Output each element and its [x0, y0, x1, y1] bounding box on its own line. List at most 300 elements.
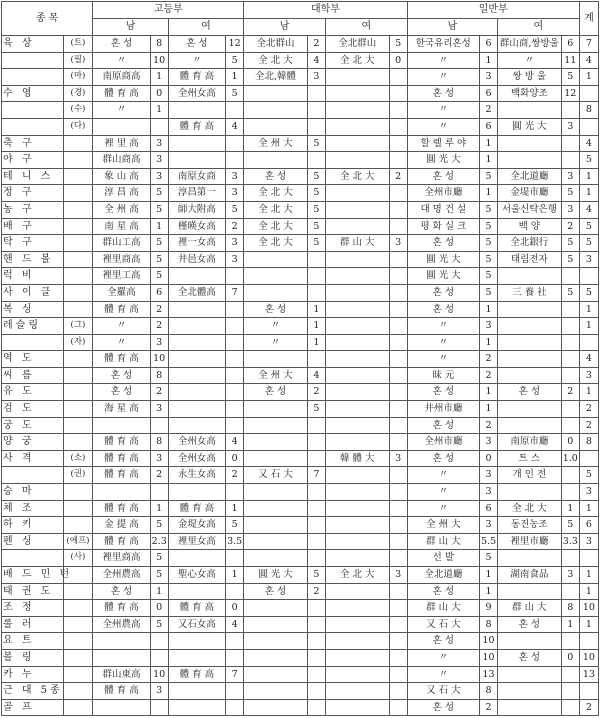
- sport-cell: 승 마: [2, 484, 64, 501]
- univ-female-count: 3: [389, 235, 407, 252]
- hs-female-team: [168, 583, 225, 600]
- table-row: [2, 450, 599, 467]
- sub-cell: (소): [63, 450, 93, 467]
- sport-cell: 역 도: [2, 351, 64, 368]
- table-body: [2, 36, 599, 716]
- hs-female-team: [168, 384, 225, 401]
- univ-female-count: [389, 649, 407, 666]
- hs-male-team: 體 育 高: [93, 301, 150, 318]
- gen-female-count: [561, 633, 579, 650]
- univ-female-team: [325, 118, 389, 135]
- hs-female-team: 永生女高: [168, 467, 225, 484]
- hs-female-count: 1: [226, 500, 244, 517]
- hs-female-count: [226, 417, 244, 434]
- gen-male-count: 5: [479, 251, 497, 268]
- hs-male-count: 10: [150, 52, 168, 69]
- hs-female-count: 5: [226, 85, 244, 102]
- hs-male-count: 5: [150, 268, 168, 285]
- gen-male-team: 혼 성: [407, 284, 479, 301]
- hs-male-team: [93, 699, 150, 716]
- table-row: [2, 583, 599, 600]
- hs-female-count: 2: [226, 467, 244, 484]
- univ-female-count: [389, 401, 407, 418]
- hs-male-team: 〃: [93, 334, 150, 351]
- sport-cell: 유 도: [2, 384, 64, 401]
- gen-male-team: 혼 성: [407, 417, 479, 434]
- univ-male-team: 全北,韓體: [244, 69, 308, 86]
- hs-male-team: [93, 633, 150, 650]
- univ-female-count: [389, 85, 407, 102]
- gen-female-team: 全北銀行: [497, 235, 561, 252]
- gen-male-team: 혼 성: [407, 168, 479, 185]
- gen-female-team: [497, 683, 561, 700]
- hs-male-count: 3: [150, 168, 168, 185]
- hs-female-team: 淳昌第一: [168, 185, 225, 202]
- hs-female-team: 體 育 高: [168, 69, 225, 86]
- univ-female-count: 0: [389, 52, 407, 69]
- sport-cell: [2, 550, 64, 567]
- hs-male-team: 全羅高: [93, 284, 150, 301]
- univ-male-team: [244, 434, 308, 451]
- gen-female-team: 全 北 大: [497, 500, 561, 517]
- univ-male-count: [307, 284, 325, 301]
- hs-female-count: [226, 401, 244, 418]
- sub-cell: [63, 517, 93, 534]
- table-row: [2, 384, 599, 401]
- gen-male-team: 〃: [407, 666, 479, 683]
- univ-female-team: [325, 85, 389, 102]
- total-count: 1: [579, 616, 598, 633]
- total-count: 4: [579, 351, 598, 368]
- hs-female-team: 體 育 高: [168, 600, 225, 617]
- gen-female-count: [561, 135, 579, 152]
- gen-male-team: 全州市廳: [407, 185, 479, 202]
- hs-female-team: [168, 102, 225, 119]
- univ-male-team: [244, 450, 308, 467]
- univ-male-team: [244, 600, 308, 617]
- hs-female-team: 裡里女高: [168, 533, 225, 550]
- gen-female-count: 0: [561, 434, 579, 451]
- table-row: [2, 251, 599, 268]
- total-count: 3: [579, 251, 598, 268]
- header-female: 여: [497, 19, 579, 36]
- gen-female-team: 南原市廳: [497, 434, 561, 451]
- gen-female-count: 5: [561, 69, 579, 86]
- univ-male-count: 2: [307, 384, 325, 401]
- gen-male-count: 3: [479, 69, 497, 86]
- univ-male-count: [307, 600, 325, 617]
- sub-cell: (다): [63, 118, 93, 135]
- sport-cell: 펜 싱: [2, 533, 64, 550]
- hs-male-team: [93, 118, 150, 135]
- univ-male-team: [244, 666, 308, 683]
- univ-male-count: 4: [307, 367, 325, 384]
- gen-female-team: [497, 367, 561, 384]
- sub-cell: (수): [63, 102, 93, 119]
- table-row: [2, 699, 599, 716]
- gen-male-team: 〃: [407, 500, 479, 517]
- sport-cell: [2, 467, 64, 484]
- hs-male-team: 혼 성: [93, 36, 150, 53]
- univ-female-team: [325, 218, 389, 235]
- table-row: [2, 550, 599, 567]
- univ-male-team: 全 北 大: [244, 218, 308, 235]
- hs-male-team: 體 育 高: [93, 450, 150, 467]
- univ-male-team: [244, 401, 308, 418]
- univ-male-team: 혼 성: [244, 301, 308, 318]
- gen-male-count: 1: [479, 185, 497, 202]
- total-count: 3: [579, 533, 598, 550]
- hs-male-count: 5: [150, 201, 168, 218]
- sport-cell: 배 구: [2, 218, 64, 235]
- univ-male-count: [307, 85, 325, 102]
- gen-female-count: 2: [561, 384, 579, 401]
- hs-male-count: 5: [150, 567, 168, 584]
- sub-cell: [63, 683, 93, 700]
- gen-female-count: [561, 417, 579, 434]
- hs-female-count: 7: [226, 284, 244, 301]
- hs-male-team: 〃: [93, 52, 150, 69]
- univ-male-team: 〃: [244, 318, 308, 335]
- gen-female-team: 圓 光 大: [497, 118, 561, 135]
- hs-male-team: 群山商高: [93, 152, 150, 169]
- total-count: [579, 683, 598, 700]
- gen-female-count: 12: [561, 85, 579, 102]
- gen-female-team: 서울신탁은행: [497, 201, 561, 218]
- univ-male-team: [244, 550, 308, 567]
- table-row: [2, 36, 599, 53]
- univ-male-team: 〃: [244, 334, 308, 351]
- hs-female-team: [168, 401, 225, 418]
- gen-male-count: 1: [479, 152, 497, 169]
- univ-male-team: 全北群山: [244, 36, 308, 53]
- univ-female-team: [325, 284, 389, 301]
- hs-male-count: [150, 633, 168, 650]
- hs-female-count: [226, 351, 244, 368]
- univ-female-count: [389, 118, 407, 135]
- gen-male-count: 3: [479, 517, 497, 534]
- hs-male-team: 南 星 高: [93, 218, 150, 235]
- gen-male-count: 2: [479, 417, 497, 434]
- univ-female-team: [325, 334, 389, 351]
- univ-female-team: [325, 484, 389, 501]
- hs-female-count: 1: [226, 567, 244, 584]
- sub-cell: (필): [63, 52, 93, 69]
- gen-female-team: 혼 성: [497, 384, 561, 401]
- gen-male-team: 대 명 건 설: [407, 201, 479, 218]
- univ-male-team: [244, 649, 308, 666]
- gen-female-count: [561, 550, 579, 567]
- hs-female-team: [168, 152, 225, 169]
- sub-cell: [63, 218, 93, 235]
- hs-female-team: 井邑女高: [168, 251, 225, 268]
- univ-male-count: 5: [307, 235, 325, 252]
- gen-female-team: [497, 583, 561, 600]
- hs-female-count: 3: [226, 185, 244, 202]
- hs-female-team: 裡一女高: [168, 235, 225, 252]
- table-row: [2, 235, 599, 252]
- gen-female-team: 群山商,쌍방울: [497, 36, 561, 53]
- hs-male-count: 3: [150, 683, 168, 700]
- hs-male-count: 3: [150, 334, 168, 351]
- sub-cell: [63, 152, 93, 169]
- sub-cell: [63, 235, 93, 252]
- univ-female-team: 韓 體 大: [325, 450, 389, 467]
- univ-male-count: [307, 699, 325, 716]
- univ-male-count: 1: [307, 318, 325, 335]
- hs-male-count: 1: [150, 500, 168, 517]
- univ-male-team: [244, 102, 308, 119]
- gen-male-team: 혼 성: [407, 85, 479, 102]
- total-count: 7: [579, 36, 598, 53]
- hs-male-count: 3: [150, 152, 168, 169]
- total-count: 2: [579, 401, 598, 418]
- total-count: 5: [579, 235, 598, 252]
- sport-cell: 탁 구: [2, 235, 64, 252]
- univ-male-count: 5: [307, 168, 325, 185]
- gen-male-team: 혼 성: [407, 699, 479, 716]
- hs-female-team: 全州女高: [168, 85, 225, 102]
- univ-female-team: [325, 268, 389, 285]
- gen-female-count: 5: [561, 185, 579, 202]
- hs-female-count: 0: [226, 450, 244, 467]
- gen-female-team: 金堤市廳: [497, 185, 561, 202]
- univ-male-count: [307, 484, 325, 501]
- gen-female-team: [497, 268, 561, 285]
- hs-female-count: [226, 152, 244, 169]
- gen-female-count: [561, 152, 579, 169]
- univ-female-count: [389, 517, 407, 534]
- hs-male-count: 8: [150, 36, 168, 53]
- hs-female-count: [226, 649, 244, 666]
- gen-female-team: [497, 351, 561, 368]
- univ-female-team: [325, 152, 389, 169]
- univ-male-team: [244, 251, 308, 268]
- gen-male-count: 13: [479, 666, 497, 683]
- univ-female-team: [325, 301, 389, 318]
- gen-female-count: 6: [561, 36, 579, 53]
- univ-female-count: [389, 69, 407, 86]
- sport-cell: 복 싱: [2, 301, 64, 318]
- univ-male-count: 5: [307, 567, 325, 584]
- table-row: [2, 301, 599, 318]
- univ-male-team: 又 石 大: [244, 467, 308, 484]
- hs-female-team: 全州女高: [168, 434, 225, 451]
- gen-female-team: [497, 135, 561, 152]
- univ-male-count: [307, 251, 325, 268]
- gen-female-team: [497, 417, 561, 434]
- univ-male-count: 1: [307, 301, 325, 318]
- gen-male-count: 3: [479, 484, 497, 501]
- hs-male-count: 5: [150, 251, 168, 268]
- table-row: [2, 201, 599, 218]
- hs-male-team: 體 育 高: [93, 434, 150, 451]
- header-male: 남: [244, 19, 326, 36]
- univ-female-team: [325, 583, 389, 600]
- univ-female-count: [389, 102, 407, 119]
- hs-female-count: [226, 699, 244, 716]
- total-count: 5: [579, 467, 598, 484]
- univ-female-team: [325, 699, 389, 716]
- univ-female-count: 3: [389, 567, 407, 584]
- total-count: 1: [579, 567, 598, 584]
- sport-cell: 사 격: [2, 450, 64, 467]
- gen-male-count: 3: [479, 318, 497, 335]
- hs-male-count: 5: [150, 235, 168, 252]
- univ-male-count: 7: [307, 467, 325, 484]
- hs-male-count: 1: [150, 102, 168, 119]
- gen-female-count: 3: [561, 118, 579, 135]
- univ-male-count: [307, 616, 325, 633]
- gen-male-count: 1: [479, 384, 497, 401]
- hs-female-count: 3: [226, 251, 244, 268]
- hs-male-count: 2: [150, 318, 168, 335]
- univ-female-count: [389, 484, 407, 501]
- total-count: 1: [579, 500, 598, 517]
- hs-female-team: 혼 성: [168, 36, 225, 53]
- univ-male-count: [307, 434, 325, 451]
- sport-cell: 검 도: [2, 401, 64, 418]
- sub-cell: [63, 185, 93, 202]
- table-row: [2, 666, 599, 683]
- hs-male-count: [150, 118, 168, 135]
- table-row: [2, 600, 599, 617]
- univ-male-team: [244, 484, 308, 501]
- table-row: [2, 351, 599, 368]
- univ-female-team: [325, 633, 389, 650]
- sport-cell: 육 상: [2, 36, 64, 53]
- univ-female-count: 5: [389, 36, 407, 53]
- sub-cell: [63, 583, 93, 600]
- hs-female-team: 〃: [168, 52, 225, 69]
- table-row: [2, 434, 599, 451]
- univ-male-count: [307, 102, 325, 119]
- hs-male-team: 全 州 高: [93, 201, 150, 218]
- univ-male-team: [244, 284, 308, 301]
- gen-male-count: 1: [479, 135, 497, 152]
- hs-male-count: 0: [150, 85, 168, 102]
- univ-female-count: [389, 301, 407, 318]
- univ-male-count: 5: [307, 135, 325, 152]
- univ-male-team: [244, 683, 308, 700]
- univ-female-count: [389, 583, 407, 600]
- gen-female-count: 8: [561, 600, 579, 617]
- hs-female-team: [168, 417, 225, 434]
- hs-female-count: [226, 583, 244, 600]
- univ-female-team: [325, 401, 389, 418]
- univ-female-team: [325, 500, 389, 517]
- hs-female-count: 3: [226, 168, 244, 185]
- table-row: [2, 517, 599, 534]
- gen-male-count: 2: [479, 699, 497, 716]
- gen-female-team: [497, 318, 561, 335]
- gen-female-count: 5: [561, 251, 579, 268]
- sport-cell: 수 영: [2, 85, 64, 102]
- univ-female-team: [325, 102, 389, 119]
- hs-male-team: 〃: [93, 318, 150, 335]
- gen-female-team: 동진농조: [497, 517, 561, 534]
- hs-female-team: [168, 683, 225, 700]
- sport-cell: 배 드 민 턴: [2, 567, 64, 584]
- table-row: [2, 85, 599, 102]
- gen-female-count: [561, 666, 579, 683]
- table-row: [2, 69, 599, 86]
- table-row: [2, 185, 599, 202]
- hs-male-count: 8: [150, 434, 168, 451]
- gen-female-team: 裡里市廳: [497, 533, 561, 550]
- hs-female-team: [168, 367, 225, 384]
- hs-female-team: 南原女商: [168, 168, 225, 185]
- sport-cell: 양 궁: [2, 434, 64, 451]
- hs-male-team: 體 育 高: [93, 85, 150, 102]
- sub-cell: [63, 500, 93, 517]
- univ-male-count: 5: [307, 201, 325, 218]
- sub-cell: (그): [63, 318, 93, 335]
- gen-female-team: 湖南食品: [497, 567, 561, 584]
- univ-male-team: 全 州 大: [244, 367, 308, 384]
- hs-female-team: 槿暎女高: [168, 218, 225, 235]
- gen-male-team: 群 山 大: [407, 533, 479, 550]
- univ-male-count: [307, 633, 325, 650]
- sub-cell: [63, 251, 93, 268]
- univ-female-count: [389, 251, 407, 268]
- univ-male-team: [244, 533, 308, 550]
- table-row: [2, 567, 599, 584]
- total-count: [579, 85, 598, 102]
- total-count: 5: [579, 284, 598, 301]
- hs-female-team: 又石女高: [168, 616, 225, 633]
- gen-female-team: 트 스: [497, 450, 561, 467]
- sub-cell: [63, 417, 93, 434]
- gen-male-count: 2: [479, 102, 497, 119]
- table-row: [2, 367, 599, 384]
- gen-female-team: [497, 484, 561, 501]
- gen-female-count: 3: [561, 201, 579, 218]
- table-row: [2, 52, 599, 69]
- total-count: 5: [579, 218, 598, 235]
- hs-female-count: [226, 484, 244, 501]
- gen-male-team: 圓 光 大: [407, 268, 479, 285]
- gen-male-team: 又 石 大: [407, 683, 479, 700]
- hs-male-count: 1: [150, 218, 168, 235]
- sport-cell: 볼 링: [2, 649, 64, 666]
- univ-male-team: 全 北 大: [244, 185, 308, 202]
- gen-female-count: [561, 683, 579, 700]
- gen-female-count: [561, 351, 579, 368]
- sub-cell: [63, 168, 93, 185]
- univ-male-count: 1: [307, 334, 325, 351]
- sub-cell: [63, 351, 93, 368]
- sport-cell: 태 권 도: [2, 583, 64, 600]
- gen-male-count: 3: [479, 467, 497, 484]
- gen-female-count: [561, 699, 579, 716]
- gen-female-team: 태림전자: [497, 251, 561, 268]
- gen-male-count: 8: [479, 683, 497, 700]
- total-count: 4: [579, 52, 598, 69]
- univ-female-count: [389, 218, 407, 235]
- univ-female-team: 群 山 大: [325, 235, 389, 252]
- sub-cell: [63, 301, 93, 318]
- hs-female-team: 體 育 高: [168, 118, 225, 135]
- hs-male-count: 1: [150, 583, 168, 600]
- hs-male-team: 淳 昌 高: [93, 185, 150, 202]
- sub-cell: (에프): [63, 533, 93, 550]
- sport-cell: 핸 드 볼: [2, 251, 64, 268]
- gen-female-count: 3: [561, 168, 579, 185]
- sub-cell: [63, 666, 93, 683]
- total-count: 1: [579, 318, 598, 335]
- gen-female-count: [561, 334, 579, 351]
